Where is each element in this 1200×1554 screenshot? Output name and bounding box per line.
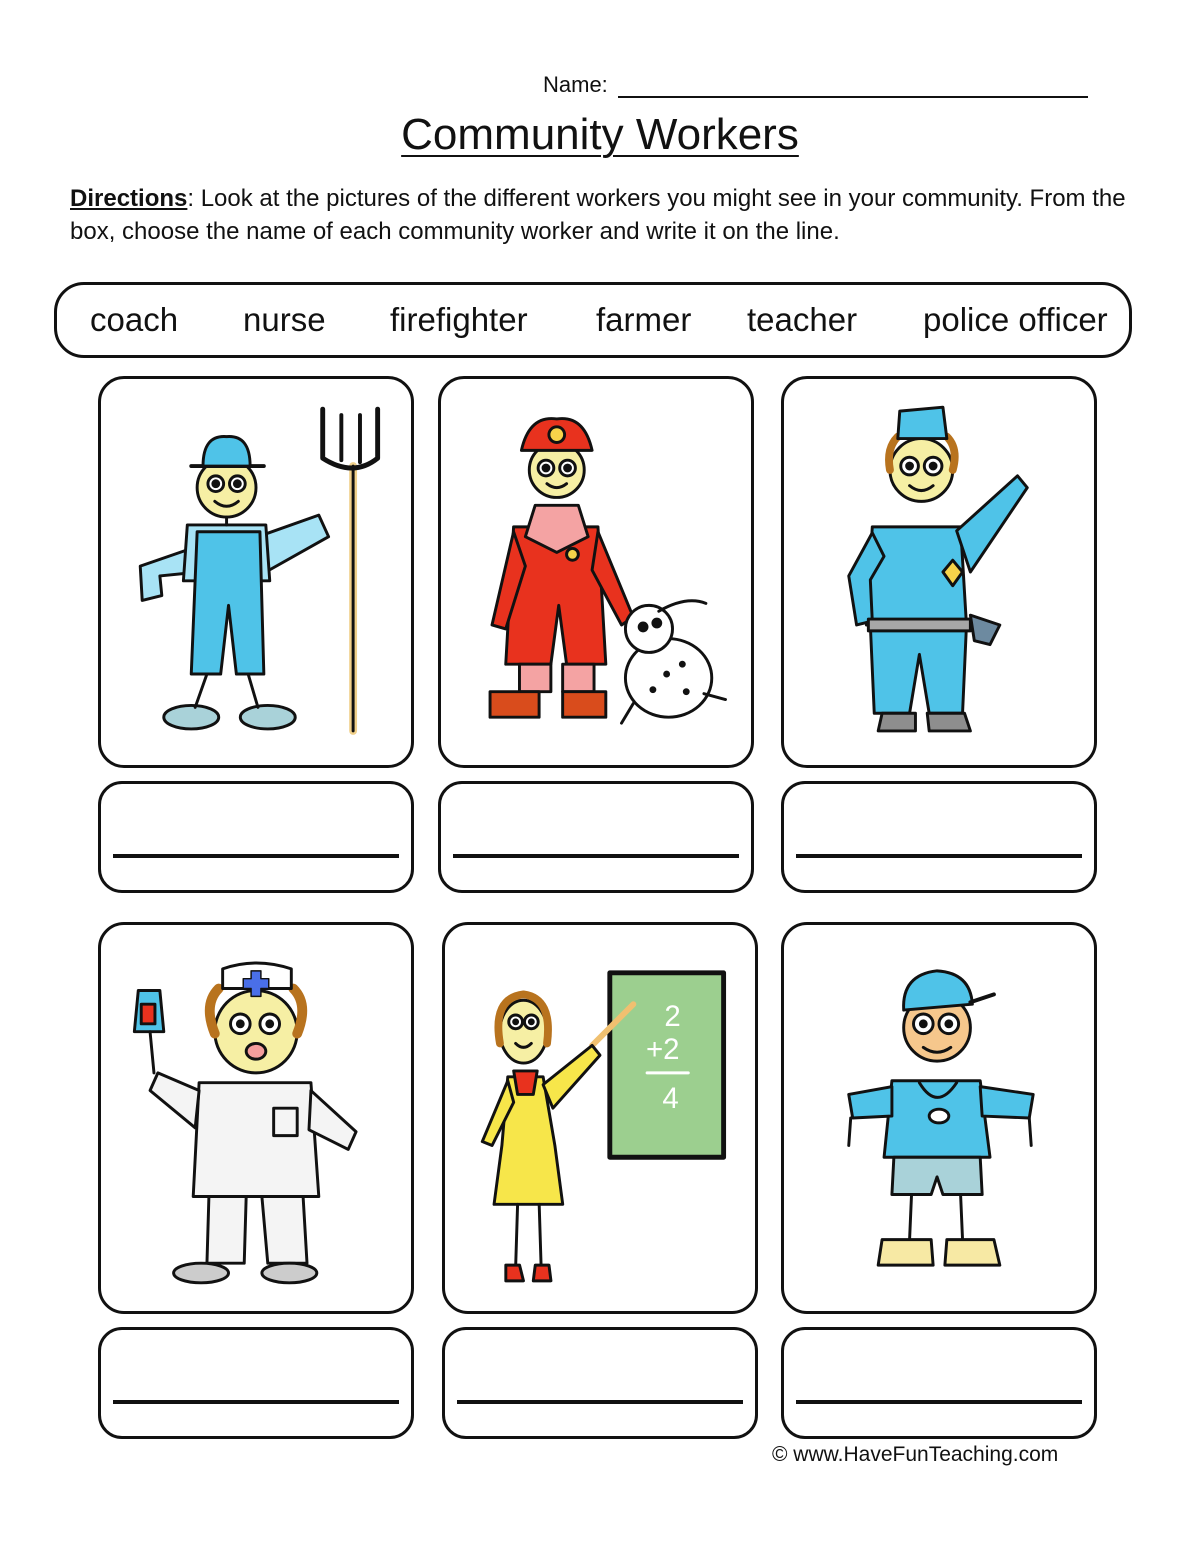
page-title: Community Workers: [401, 110, 799, 159]
answer-line: [113, 854, 399, 858]
word-bank-item: firefighter: [390, 301, 528, 338]
answer-box[interactable]: [98, 781, 414, 893]
name-label: Name:: [543, 72, 608, 97]
footer-copyright: © www.HaveFunTeaching.com: [772, 1443, 1059, 1466]
answer-line: [457, 1400, 743, 1404]
name-input-line[interactable]: [618, 74, 1088, 98]
chalkboard-line-1: 2: [664, 999, 681, 1033]
worker-card-firefighter: [438, 376, 754, 768]
worker-card-police-officer: [781, 376, 1097, 768]
directions: [70, 182, 1130, 248]
word-bank-item: coach: [90, 301, 179, 338]
nurse-illustration-icon: [101, 925, 411, 1311]
teacher-illustration-icon: [445, 925, 755, 1311]
answer-box[interactable]: [438, 781, 754, 893]
worker-card-coach: [781, 922, 1097, 1314]
answer-box[interactable]: [781, 781, 1097, 893]
answer-line: [113, 1400, 399, 1404]
firefighter-illustration-icon: [441, 379, 751, 765]
worker-card-farmer: [98, 376, 414, 768]
answer-line: [453, 854, 739, 858]
coach-illustration-icon: [784, 925, 1094, 1311]
worker-card-nurse: [98, 922, 414, 1314]
worker-card-teacher: [442, 922, 758, 1314]
word-bank-item: farmer: [596, 301, 692, 338]
chalkboard-line-3: 4: [662, 1082, 679, 1116]
name-row: [543, 72, 1088, 98]
answer-box[interactable]: [442, 1327, 758, 1439]
answer-box[interactable]: [781, 1327, 1097, 1439]
farmer-illustration-icon: [101, 379, 411, 765]
word-bank-item: teacher: [747, 301, 858, 338]
answer-line: [796, 854, 1082, 858]
word-bank-item: nurse: [243, 301, 326, 338]
directions-label: Directions: [70, 185, 188, 212]
chalkboard-line-2: +2: [646, 1033, 680, 1067]
answer-line: [796, 1400, 1082, 1404]
answer-box[interactable]: [98, 1327, 414, 1439]
directions-text: : Look at the pictures of the different workers you might see in your community. From the box, choose the name of each community worker and write it on the line.: [70, 185, 1126, 245]
word-bank: [54, 282, 1132, 358]
word-bank-item: police officer: [923, 301, 1108, 338]
police-officer-illustration-icon: [784, 379, 1094, 765]
